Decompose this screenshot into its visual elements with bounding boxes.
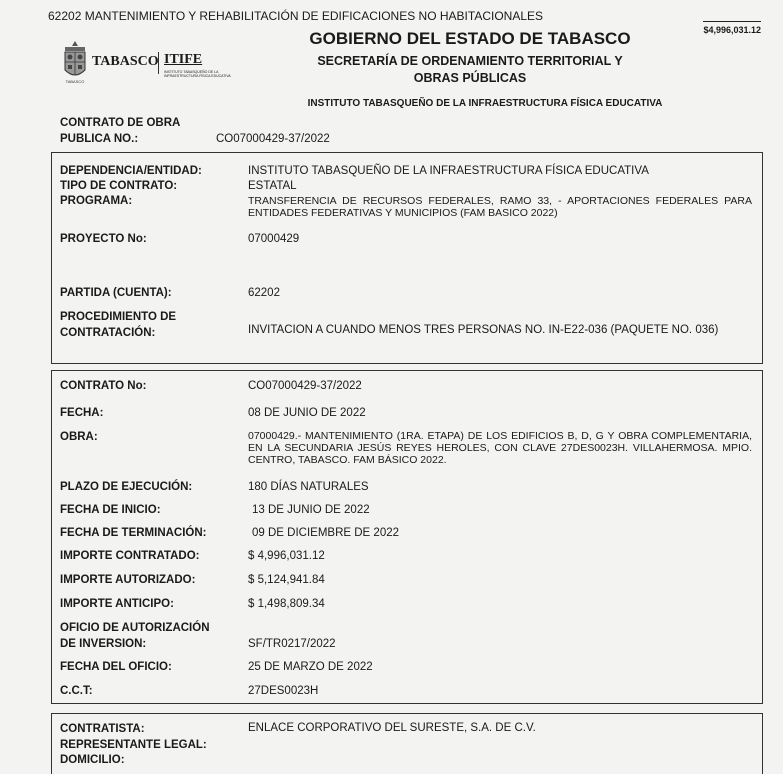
contrato-publica-label-2: PUBLICA NO.: <box>60 133 139 145</box>
anticipo-value: $ 1,498,809.34 <box>248 598 325 610</box>
obra-value: 07000429.- MANTENIMIENTO (1RA. ETAPA) DE LOS EDIFICIOS B, D, G Y OBRA COMPLEMENTARIA, EN LA SECUNDARIA JESÚS REYES HEROLES, CON CLAVE 27DES0023H. VILLAHERMOSA. MPIO. CENTRO, TABASCO. FAM BÁSICO 2022. <box>248 430 752 466</box>
domicilio-label: DOMICILIO: <box>60 754 125 766</box>
inicio-value: 13 DE JUNIO DE 2022 <box>252 504 370 516</box>
plazo-value: 180 DÍAS NATURALES <box>248 481 369 493</box>
contratista-label: CONTRATISTA: <box>60 723 145 735</box>
plazo-label: PLAZO DE EJECUCIÓN: <box>60 481 193 493</box>
contrato-no-value: CO07000429-37/2022 <box>248 380 362 392</box>
logo-separator <box>158 52 159 74</box>
tipo-contrato-value: ESTATAL <box>248 180 297 192</box>
termino-value: 09 DE DICIEMBRE DE 2022 <box>252 527 400 539</box>
contrato-no-label: CONTRATO No: <box>60 380 147 392</box>
cct-value: 27DES0023H <box>248 685 319 697</box>
tipo-contrato-label: TIPO DE CONTRATO: <box>60 180 178 192</box>
top-line: 62202 MANTENIMIENTO Y REHABILITACIÓN DE EDIFICACIONES NO HABITACIONALES <box>48 9 544 23</box>
fecha-value: 08 DE JUNIO DE 2022 <box>248 407 366 419</box>
representante-label: REPRESENTANTE LEGAL: <box>60 739 207 751</box>
partida-value: 62202 <box>248 287 280 299</box>
amount-rule <box>703 21 761 22</box>
coat-of-arms-icon <box>62 40 88 84</box>
tabasco-logo <box>60 40 240 90</box>
termino-label: FECHA DE TERMINACIÓN: <box>60 527 207 539</box>
procedimiento-value: INVITACION A CUANDO MENOS TRES PERSONAS NO. IN-E22-036 (PAQUETE NO. 036) <box>248 324 719 336</box>
instituto-heading: INSTITUTO TABASQUEÑO DE LA INFRAESTRUCTURA FÍSICA EDUCATIVA <box>307 98 663 109</box>
proyecto-label: PROYECTO No: <box>60 233 147 245</box>
proyecto-value: 07000429 <box>248 233 300 245</box>
logo-tabasco-text: TABASCO <box>92 54 159 69</box>
autorizado-value: $ 5,124,941.84 <box>248 574 325 586</box>
svg-text:TABASCO: TABASCO <box>65 79 85 84</box>
contrato-publica-value: CO07000429-37/2022 <box>216 133 330 145</box>
gobierno-title: GOBIERNO DEL ESTADO DE TABASCO <box>309 29 631 48</box>
dependencia-value: INSTITUTO TABASQUEÑO DE LA INFRAESTRUCTURA FÍSICA EDUCATIVA <box>248 165 649 177</box>
oficio-label-2: DE INVERSION: <box>60 638 147 650</box>
cct-label: C.C.T: <box>60 685 93 697</box>
fecha-label: FECHA: <box>60 407 104 419</box>
contratado-label: IMPORTE CONTRATADO: <box>60 550 200 562</box>
procedimiento-label-2: CONTRATACIÓN: <box>60 327 156 339</box>
secretaria-line2: OBRAS PÚBLICAS <box>413 71 527 85</box>
autorizado-label: IMPORTE AUTORIZADO: <box>60 574 196 586</box>
programa-value: TRANSFERENCIA DE RECURSOS FEDERALES, RAMO 33, - APORTACIONES FEDERALES PARA ENTIDADES FEDERATIVAS Y MUNICIPIOS (FAM BASICO 2022) <box>248 195 752 219</box>
secretaria-line1: SECRETARÍA DE ORDENAMIENTO TERRITORIAL Y <box>317 54 623 68</box>
contratista-value: ENLACE CORPORATIVO DEL SURESTE, S.A. DE C.V. <box>248 722 536 734</box>
obra-label: OBRA: <box>60 431 98 443</box>
anticipo-label: IMPORTE ANTICIPO: <box>60 598 174 610</box>
dependencia-label: DEPENDENCIA/ENTIDAD: <box>60 165 202 177</box>
fecha-oficio-value: 25 DE MARZO DE 2022 <box>248 661 373 673</box>
procedimiento-label-1: PROCEDIMIENTO DE <box>60 311 177 323</box>
contratado-value: $ 4,996,031.12 <box>248 550 325 562</box>
fecha-oficio-label: FECHA DEL OFICIO: <box>60 661 172 673</box>
partida-label: PARTIDA (CUENTA): <box>60 287 172 299</box>
oficio-value: SF/TR0217/2022 <box>248 638 336 650</box>
contrato-publica-label-1: CONTRATO DE OBRA <box>60 117 181 129</box>
oficio-label-1: OFICIO DE AUTORIZACIÓN <box>60 622 210 634</box>
logo-itife-text: ITIFE <box>164 52 203 67</box>
logo-subtext: INSTITUTO TABASQUEÑO DE LA INFRAESTRUCTURA FÍSICA EDUCATIVA <box>164 70 231 78</box>
top-amount: $4,996,031.12 <box>703 25 761 35</box>
inicio-label: FECHA DE INICIO: <box>60 504 161 516</box>
programa-label: PROGRAMA: <box>60 195 133 207</box>
